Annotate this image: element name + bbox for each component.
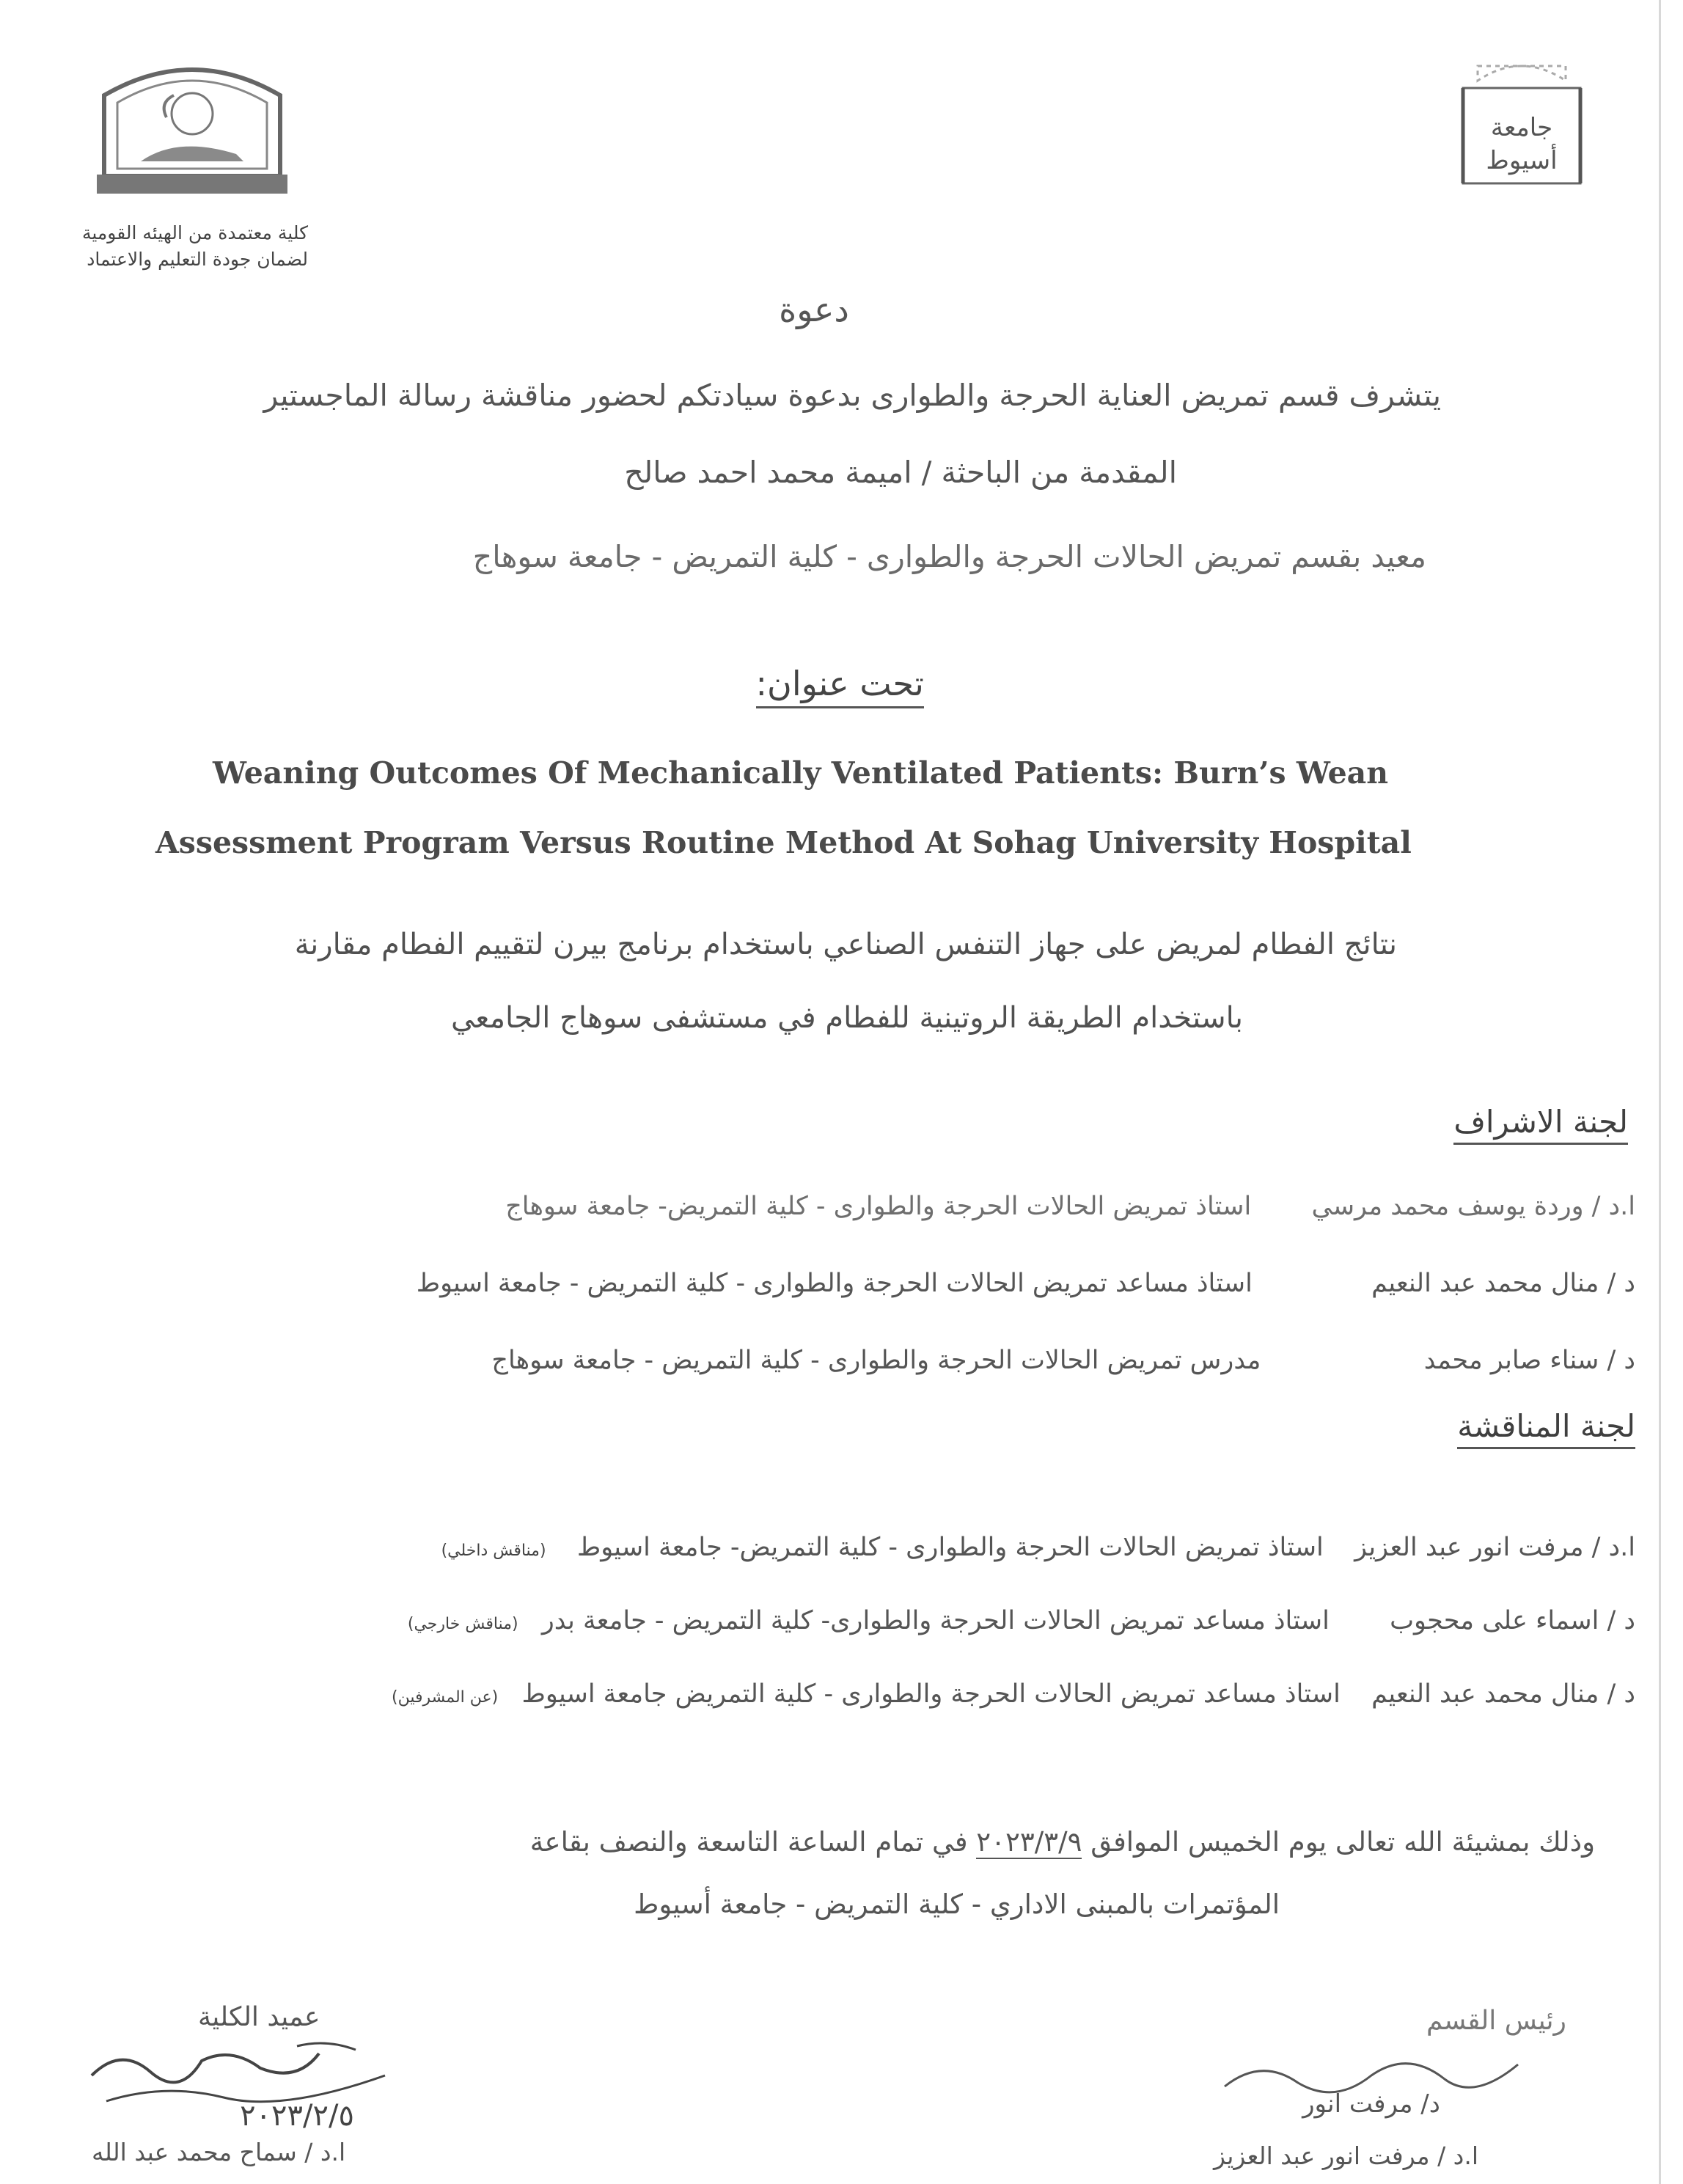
invitation-line-1: يتشرف قسم تمريض العناية الحرجة والطوارى بدعوة سيادتكم لحضور مناقشة رسالة الماجستير <box>263 378 1441 413</box>
accreditation-line-2: لضمان جودة التعليم والاعتماد <box>87 249 308 270</box>
examiner-position: استاذ مساعد تمريض الحالات الحرجة والطوارى - كلية التمريض جامعة اسيوط <box>521 1679 1341 1709</box>
department-head-name: ا.د / مرفت انور عبد العزيز <box>1214 2141 1479 2170</box>
supervision-heading: لجنة الاشراف <box>1453 1104 1628 1145</box>
researcher-line: المقدمة من الباحثة / اميمة محمد احمد صالح <box>624 455 1177 490</box>
supervisor-position: استاذ مساعد تمريض الحالات الحرجة والطوارى - كلية التمريض - جامعة اسيوط <box>416 1269 1253 1298</box>
thesis-title-en-line-1: Weaning Outcomes Of Mechanically Ventilated Patients: Burn’s Wean <box>213 755 1389 791</box>
event-date: ٢٠٢٣/٣/٩ <box>976 1826 1082 1858</box>
department-head-signature <box>1203 2035 1540 2123</box>
supervisor-row <box>491 1346 1635 1375</box>
university-logo-text: جامعة <box>1490 113 1553 142</box>
supervisor-name: د / منال محمد عبد النعيم <box>1371 1269 1635 1298</box>
examiner-row <box>441 1533 1635 1562</box>
dean-title: عميد الكلية <box>198 2002 320 2032</box>
researcher-affiliation: معيد بقسم تمريض الحالات الحرجة والطوارى - كلية التمريض - جامعة سوهاج <box>472 539 1426 574</box>
accreditation-note <box>44 220 308 273</box>
examiner-row <box>392 1679 1635 1709</box>
discussion-heading: لجنة المناقشة <box>1457 1408 1635 1449</box>
dean-handwritten-date: ٢٠٢٣/٢/٥ <box>240 2099 354 2133</box>
examiner-position: استاذ مساعد تمريض الحالات الحرجة والطوارى- كلية التمريض - جامعة بدر <box>541 1606 1330 1635</box>
page-edge <box>1659 0 1661 2184</box>
dean-name: ا.د / سماح محمد عبد الله <box>92 2138 346 2166</box>
supervisor-name: ا.د / وردة يوسف محمد مرسي <box>1311 1192 1635 1221</box>
department-head-handwritten: د/ مرفت انور <box>1302 2089 1440 2119</box>
examiner-role: (مناقش داخلي) <box>441 1542 546 1560</box>
examiner-role: (عن المشرفين) <box>391 1688 499 1707</box>
examiner-position: استاذ تمريض الحالات الحرجة والطوارى - كلية التمريض- جامعة اسيوط <box>576 1533 1324 1562</box>
thesis-title-ar-line-1: نتائج الفطام لمريض على جهاز التنفس الصناعي باستخدام برنامج بيرن لتقييم الفطام مقارنة <box>294 928 1397 961</box>
dean-signature <box>77 2031 407 2134</box>
invitation-title: دعوة <box>779 290 849 329</box>
closing-line-2: المؤتمرات بالمبنى الاداري - كلية التمريض - جامعة أسيوط <box>634 1888 1280 1920</box>
supervisor-row <box>417 1269 1635 1298</box>
supervisor-row <box>505 1192 1635 1221</box>
department-head-title: رئيس القسم <box>1426 2006 1566 2036</box>
faculty-seal-logo <box>82 51 302 198</box>
examiner-name: ا.د / مرفت انور عبد العزيز <box>1354 1533 1635 1562</box>
examiner-row <box>408 1606 1635 1635</box>
closing-line-1 <box>530 1826 1595 1858</box>
university-logo-text-2: أسيوط <box>1486 146 1558 175</box>
examiner-role: (مناقش خارجي) <box>407 1615 518 1633</box>
supervisor-position: مدرس تمريض الحالات الحرجة والطوارى - كلية التمريض - جامعة سوهاج <box>491 1346 1261 1375</box>
thesis-subheading: تحت عنوان: <box>756 664 924 708</box>
supervisor-name: د / سناء صابر محمد <box>1423 1346 1635 1375</box>
examiner-name: د / اسماء على محجوب <box>1390 1606 1635 1635</box>
examiner-name: د / منال محمد عبد النعيم <box>1371 1679 1635 1709</box>
closing-text-after-date: في تمام الساعة التاسعة والنصف بقاعة <box>529 1826 968 1858</box>
university-logo <box>1448 51 1595 191</box>
accreditation-line-1: كلية معتمدة من الهيئه القومية <box>81 222 308 243</box>
thesis-title-ar-line-2: باستخدام الطريقة الروتينية للفطام في مستشفى سوهاج الجامعي <box>450 1001 1243 1035</box>
thesis-title-en-line-2: Assessment Program Versus Routine Method At Sohag University Hospital <box>155 825 1412 860</box>
closing-text-before-date: وذلك بمشيئة الله تعالى يوم الخميس الموافق <box>1090 1826 1595 1858</box>
supervisor-position: استاذ تمريض الحالات الحرجة والطوارى - كلية التمريض- جامعة سوهاج <box>505 1192 1252 1221</box>
